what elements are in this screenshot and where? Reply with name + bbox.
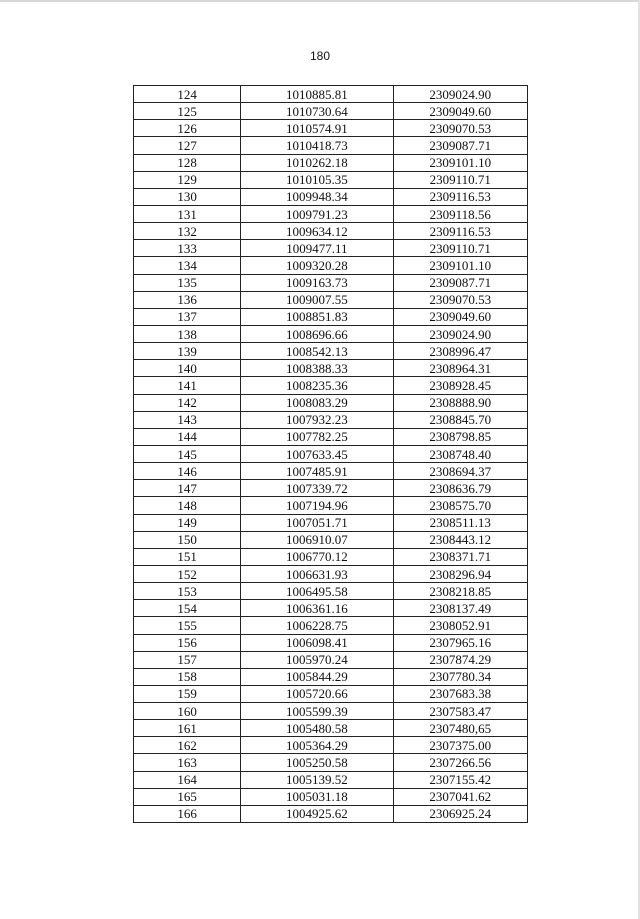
point-number-cell: 164 bbox=[134, 771, 241, 788]
table-row bbox=[134, 274, 528, 291]
x-coordinate-cell: 1006361.16 bbox=[241, 600, 393, 617]
table-row bbox=[134, 223, 528, 240]
x-coordinate-cell: 1007051.71 bbox=[241, 514, 393, 531]
x-coordinate-cell: 1008542.13 bbox=[241, 343, 393, 360]
table-row bbox=[134, 411, 528, 428]
x-coordinate-cell: 1009634.12 bbox=[241, 223, 393, 240]
point-number-cell: 157 bbox=[134, 651, 241, 668]
x-coordinate-cell: 1009791.23 bbox=[241, 205, 393, 222]
y-coordinate-cell: 2308748.40 bbox=[393, 445, 527, 462]
point-number-cell: 146 bbox=[134, 463, 241, 480]
y-coordinate-cell: 2309101.10 bbox=[393, 154, 527, 171]
table-row bbox=[134, 531, 528, 548]
y-coordinate-cell: 2308218.85 bbox=[393, 583, 527, 600]
point-number-cell: 130 bbox=[134, 188, 241, 205]
y-coordinate-cell: 2309049.60 bbox=[393, 308, 527, 325]
table-row bbox=[134, 308, 528, 325]
table-row bbox=[134, 445, 528, 462]
y-coordinate-cell: 2308636.79 bbox=[393, 480, 527, 497]
table-row bbox=[134, 291, 528, 308]
coordinates-table-body bbox=[134, 86, 528, 823]
y-coordinate-cell: 2308845.70 bbox=[393, 411, 527, 428]
point-number-cell: 149 bbox=[134, 514, 241, 531]
y-coordinate-cell: 2307375.00 bbox=[393, 737, 527, 754]
y-coordinate-cell: 2307965.16 bbox=[393, 634, 527, 651]
x-coordinate-cell: 1006631.93 bbox=[241, 565, 393, 582]
y-coordinate-cell: 2308694.37 bbox=[393, 463, 527, 480]
y-coordinate-cell: 2308928.45 bbox=[393, 377, 527, 394]
x-coordinate-cell: 1006495.58 bbox=[241, 583, 393, 600]
point-number-cell: 140 bbox=[134, 360, 241, 377]
point-number-cell: 161 bbox=[134, 720, 241, 737]
point-number-cell: 144 bbox=[134, 428, 241, 445]
x-coordinate-cell: 1007194.96 bbox=[241, 497, 393, 514]
y-coordinate-cell: 2309118.56 bbox=[393, 205, 527, 222]
point-number-cell: 155 bbox=[134, 617, 241, 634]
table-row bbox=[134, 120, 528, 137]
point-number-cell: 148 bbox=[134, 497, 241, 514]
point-number-cell: 133 bbox=[134, 240, 241, 257]
y-coordinate-cell: 2307583.47 bbox=[393, 703, 527, 720]
table-row bbox=[134, 394, 528, 411]
x-coordinate-cell: 1010885.81 bbox=[241, 86, 393, 103]
point-number-cell: 128 bbox=[134, 154, 241, 171]
y-coordinate-cell: 2307780.34 bbox=[393, 668, 527, 685]
table-row bbox=[134, 428, 528, 445]
y-coordinate-cell: 2309110.71 bbox=[393, 171, 527, 188]
point-number-cell: 154 bbox=[134, 600, 241, 617]
y-coordinate-cell: 2309101.10 bbox=[393, 257, 527, 274]
x-coordinate-cell: 1008851.83 bbox=[241, 308, 393, 325]
table-row bbox=[134, 154, 528, 171]
point-number-cell: 138 bbox=[134, 325, 241, 342]
y-coordinate-cell: 2307155.42 bbox=[393, 771, 527, 788]
table-row bbox=[134, 668, 528, 685]
x-coordinate-cell: 1004925.62 bbox=[241, 805, 393, 822]
table-row bbox=[134, 205, 528, 222]
table-row bbox=[134, 497, 528, 514]
y-coordinate-cell: 2309024.90 bbox=[393, 86, 527, 103]
point-number-cell: 160 bbox=[134, 703, 241, 720]
x-coordinate-cell: 1010730.64 bbox=[241, 103, 393, 120]
x-coordinate-cell: 1006910.07 bbox=[241, 531, 393, 548]
x-coordinate-cell: 1007633.45 bbox=[241, 445, 393, 462]
y-coordinate-cell: 2308575.70 bbox=[393, 497, 527, 514]
table-row bbox=[134, 805, 528, 822]
point-number-cell: 150 bbox=[134, 531, 241, 548]
page-number: 180 bbox=[309, 49, 331, 63]
table-row bbox=[134, 737, 528, 754]
x-coordinate-cell: 1007782.25 bbox=[241, 428, 393, 445]
x-coordinate-cell: 1010262.18 bbox=[241, 154, 393, 171]
table-row bbox=[134, 343, 528, 360]
x-coordinate-cell: 1009948.34 bbox=[241, 188, 393, 205]
x-coordinate-cell: 1007932.23 bbox=[241, 411, 393, 428]
table-row bbox=[134, 634, 528, 651]
point-number-cell: 162 bbox=[134, 737, 241, 754]
point-number-cell: 126 bbox=[134, 120, 241, 137]
y-coordinate-cell: 2309110.71 bbox=[393, 240, 527, 257]
point-number-cell: 147 bbox=[134, 480, 241, 497]
table-row bbox=[134, 600, 528, 617]
y-coordinate-cell: 2307266.56 bbox=[393, 754, 527, 771]
y-coordinate-cell: 2309024.90 bbox=[393, 325, 527, 342]
point-number-cell: 143 bbox=[134, 411, 241, 428]
point-number-cell: 135 bbox=[134, 274, 241, 291]
y-coordinate-cell: 2306925.24 bbox=[393, 805, 527, 822]
y-coordinate-cell: 2308443.12 bbox=[393, 531, 527, 548]
table-row bbox=[134, 565, 528, 582]
y-coordinate-cell: 2308888.90 bbox=[393, 394, 527, 411]
table-row bbox=[134, 377, 528, 394]
x-coordinate-cell: 1005031.18 bbox=[241, 788, 393, 805]
point-number-cell: 152 bbox=[134, 565, 241, 582]
x-coordinate-cell: 1008235.36 bbox=[241, 377, 393, 394]
point-number-cell: 136 bbox=[134, 291, 241, 308]
y-coordinate-cell: 2308137.49 bbox=[393, 600, 527, 617]
y-coordinate-cell: 2307041.62 bbox=[393, 788, 527, 805]
y-coordinate-cell: 2307874.29 bbox=[393, 651, 527, 668]
table-row bbox=[134, 788, 528, 805]
point-number-cell: 158 bbox=[134, 668, 241, 685]
table-row bbox=[134, 171, 528, 188]
table-row bbox=[134, 685, 528, 702]
point-number-cell: 129 bbox=[134, 171, 241, 188]
y-coordinate-cell: 2308996.47 bbox=[393, 343, 527, 360]
point-number-cell: 159 bbox=[134, 685, 241, 702]
x-coordinate-cell: 1005364.29 bbox=[241, 737, 393, 754]
x-coordinate-cell: 1008388.33 bbox=[241, 360, 393, 377]
point-number-cell: 156 bbox=[134, 634, 241, 651]
table-row bbox=[134, 514, 528, 531]
x-coordinate-cell: 1009163.73 bbox=[241, 274, 393, 291]
y-coordinate-cell: 2308511.13 bbox=[393, 514, 527, 531]
table-row bbox=[134, 480, 528, 497]
y-coordinate-cell: 2309049.60 bbox=[393, 103, 527, 120]
table-row bbox=[134, 257, 528, 274]
table-row bbox=[134, 548, 528, 565]
table-row bbox=[134, 188, 528, 205]
table-row bbox=[134, 463, 528, 480]
point-number-cell: 125 bbox=[134, 103, 241, 120]
x-coordinate-cell: 1010105.35 bbox=[241, 171, 393, 188]
x-coordinate-cell: 1006098.41 bbox=[241, 634, 393, 651]
point-number-cell: 137 bbox=[134, 308, 241, 325]
table-row bbox=[134, 583, 528, 600]
x-coordinate-cell: 1005250.58 bbox=[241, 754, 393, 771]
table-row bbox=[134, 360, 528, 377]
y-coordinate-cell: 2307480,65 bbox=[393, 720, 527, 737]
table-row bbox=[134, 720, 528, 737]
point-number-cell: 131 bbox=[134, 205, 241, 222]
y-coordinate-cell: 2309087.71 bbox=[393, 274, 527, 291]
x-coordinate-cell: 1006228.75 bbox=[241, 617, 393, 634]
x-coordinate-cell: 1005480.58 bbox=[241, 720, 393, 737]
x-coordinate-cell: 1009320.28 bbox=[241, 257, 393, 274]
x-coordinate-cell: 1005139.52 bbox=[241, 771, 393, 788]
x-coordinate-cell: 1010418.73 bbox=[241, 137, 393, 154]
x-coordinate-cell: 1010574.91 bbox=[241, 120, 393, 137]
point-number-cell: 153 bbox=[134, 583, 241, 600]
table-row bbox=[134, 86, 528, 103]
x-coordinate-cell: 1008083.29 bbox=[241, 394, 393, 411]
point-number-cell: 166 bbox=[134, 805, 241, 822]
table-row bbox=[134, 617, 528, 634]
table-row bbox=[134, 325, 528, 342]
x-coordinate-cell: 1007485.91 bbox=[241, 463, 393, 480]
x-coordinate-cell: 1005970.24 bbox=[241, 651, 393, 668]
y-coordinate-cell: 2308964.31 bbox=[393, 360, 527, 377]
scan-edge-top bbox=[0, 0, 640, 2]
point-number-cell: 151 bbox=[134, 548, 241, 565]
point-number-cell: 139 bbox=[134, 343, 241, 360]
x-coordinate-cell: 1005599.39 bbox=[241, 703, 393, 720]
y-coordinate-cell: 2308296.94 bbox=[393, 565, 527, 582]
table-row bbox=[134, 754, 528, 771]
x-coordinate-cell: 1007339.72 bbox=[241, 480, 393, 497]
point-number-cell: 124 bbox=[134, 86, 241, 103]
table-row bbox=[134, 103, 528, 120]
point-number-cell: 127 bbox=[134, 137, 241, 154]
x-coordinate-cell: 1008696.66 bbox=[241, 325, 393, 342]
point-number-cell: 142 bbox=[134, 394, 241, 411]
table-row bbox=[134, 651, 528, 668]
y-coordinate-cell: 2308798.85 bbox=[393, 428, 527, 445]
y-coordinate-cell: 2309087.71 bbox=[393, 137, 527, 154]
y-coordinate-cell: 2308371.71 bbox=[393, 548, 527, 565]
y-coordinate-cell: 2308052.91 bbox=[393, 617, 527, 634]
x-coordinate-cell: 1006770.12 bbox=[241, 548, 393, 565]
x-coordinate-cell: 1009007.55 bbox=[241, 291, 393, 308]
point-number-cell: 132 bbox=[134, 223, 241, 240]
point-number-cell: 141 bbox=[134, 377, 241, 394]
y-coordinate-cell: 2309116.53 bbox=[393, 223, 527, 240]
point-number-cell: 145 bbox=[134, 445, 241, 462]
x-coordinate-cell: 1005720.66 bbox=[241, 685, 393, 702]
y-coordinate-cell: 2309070.53 bbox=[393, 120, 527, 137]
x-coordinate-cell: 1009477.11 bbox=[241, 240, 393, 257]
x-coordinate-cell: 1005844.29 bbox=[241, 668, 393, 685]
coordinates-table bbox=[133, 85, 528, 823]
table-row bbox=[134, 137, 528, 154]
point-number-cell: 163 bbox=[134, 754, 241, 771]
y-coordinate-cell: 2309070.53 bbox=[393, 291, 527, 308]
y-coordinate-cell: 2307683.38 bbox=[393, 685, 527, 702]
point-number-cell: 134 bbox=[134, 257, 241, 274]
point-number-cell: 165 bbox=[134, 788, 241, 805]
table-row bbox=[134, 240, 528, 257]
table-row bbox=[134, 703, 528, 720]
table-row bbox=[134, 771, 528, 788]
y-coordinate-cell: 2309116.53 bbox=[393, 188, 527, 205]
